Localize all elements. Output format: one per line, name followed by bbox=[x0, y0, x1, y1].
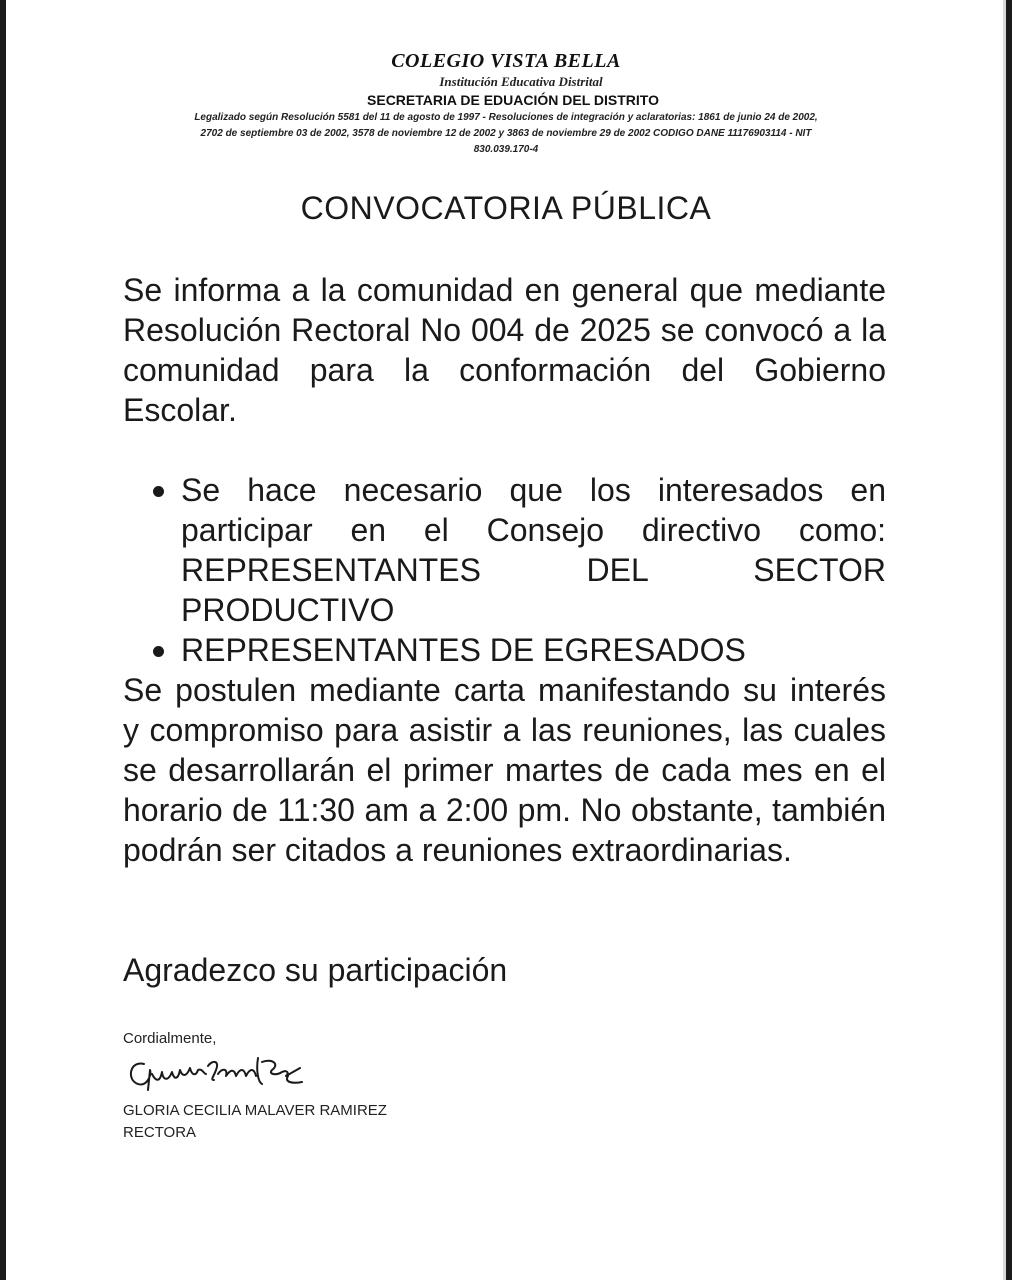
bullet-text: Se hace necesario que los interesados en participar en el Consejo directivo como: REPRESENTANTES DEL SECTOR PRODUCTIVO bbox=[181, 472, 886, 628]
signer-title: RECTORA bbox=[123, 1124, 197, 1141]
legal-line-1: Legalizado según Resolución 5581 del 11 de agosto de 1997 - Resoluciones de integración y aclaratorias: 1861 de junio 24 de 2002, bbox=[194, 112, 818, 123]
bullet-icon bbox=[153, 646, 164, 657]
bullet-icon bbox=[153, 486, 164, 497]
bullet-list bbox=[123, 470, 886, 670]
bullet-text: REPRESENTANTES DE EGRESADOS bbox=[181, 632, 746, 668]
intro-paragraph: Se informa a la comunidad en general que mediante Resolución Rectoral No 004 de 2025 se convocó a la comunidad para la conformación del Gobierno Escolar. bbox=[123, 272, 886, 428]
handwritten-signature bbox=[122, 1046, 312, 1096]
closing-salutation: Cordialmente, bbox=[123, 1030, 217, 1047]
institution-subtitle: Institución Educativa Distrital bbox=[439, 74, 603, 89]
secretaria-line: SECRETARIA DE EDUACIÓN DEL DISTRITO bbox=[367, 92, 659, 108]
legal-line-3: 830.039.170-4 bbox=[473, 144, 539, 155]
letterhead bbox=[0, 48, 1012, 158]
school-name: COLEGIO VISTA BELLA bbox=[391, 50, 621, 72]
list-item bbox=[123, 630, 886, 670]
list-item bbox=[123, 470, 886, 630]
document-title: CONVOCATORIA PÚBLICA bbox=[300, 190, 712, 226]
requirements-paragraph: Se postulen mediante carta manifestando su interés y compromiso para asistir a las reuniones, las cuales se desarrollarán el primer martes de cada mes en el horario de 11:30 am a 2:00 pm. No obstante, también podrán ser citados a reuniones extraordinarias. bbox=[123, 672, 886, 868]
legal-line-2: 2702 de septiembre 03 de 2002, 3578 de noviembre 12 de 2002 y 3863 de noviembre 29 de 2002 CODIGO DANE 11176903114 - NIT bbox=[200, 128, 812, 139]
thanks-paragraph: Agradezco su participación bbox=[123, 952, 508, 988]
legal-notice bbox=[146, 110, 866, 158]
signer-name: GLORIA CECILIA MALAVER RAMIREZ bbox=[123, 1102, 387, 1119]
signer-block bbox=[123, 1100, 387, 1144]
